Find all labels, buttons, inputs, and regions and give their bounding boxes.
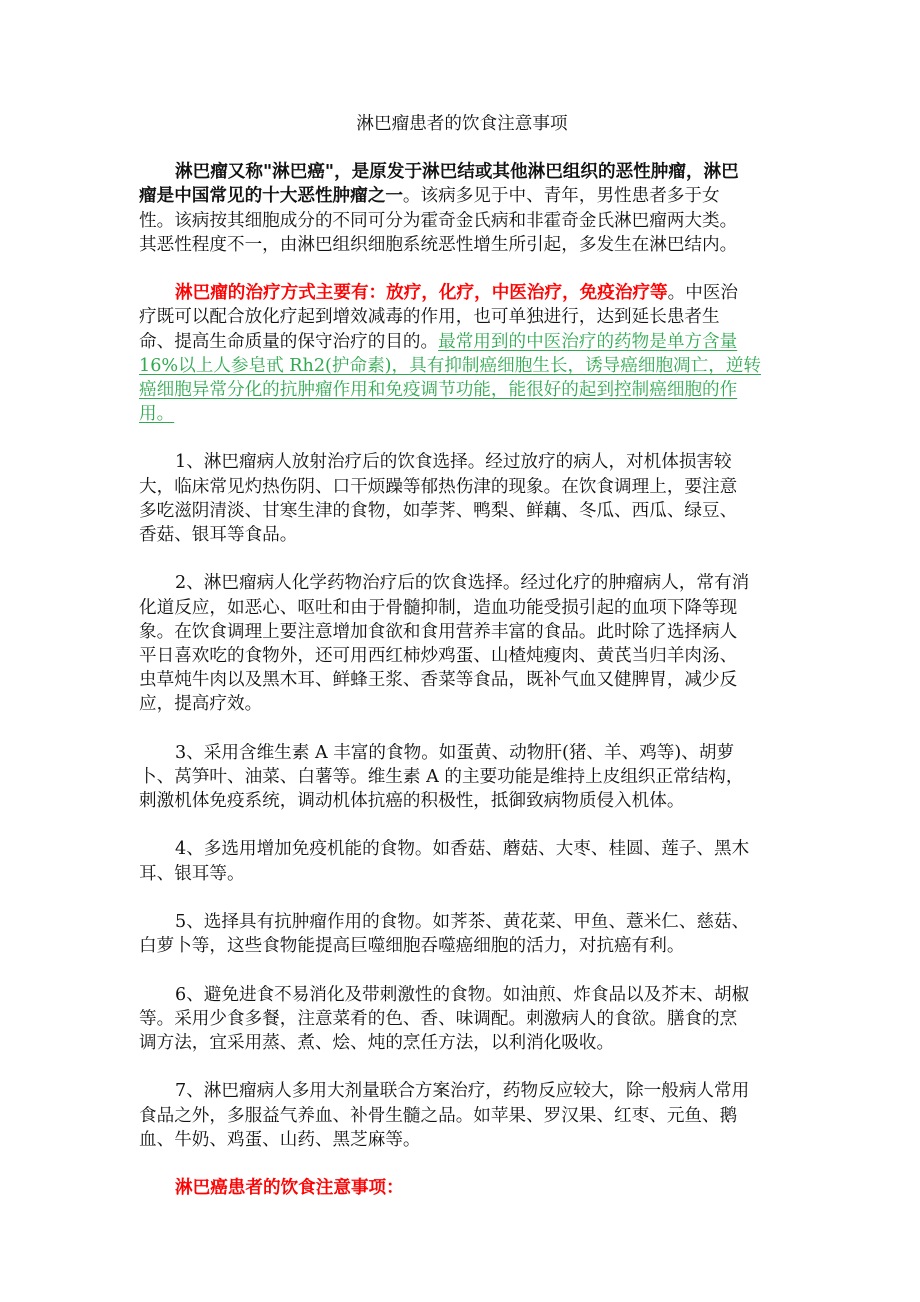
text-segment: 性。该病按其细胞成分的不同可分为霍奇金氏病和非霍奇金氏淋巴瘤两大类。	[139, 210, 738, 231]
text-line	[139, 160, 785, 184]
highlighted-link-text[interactable]: 用。	[139, 404, 175, 425]
text-line	[139, 862, 785, 886]
text-segment: 多吃滋阴清淡、甘寒生津的食物，如荸荠、鸭梨、鲜藕、冬瓜、西瓜、绿豆、	[139, 500, 738, 521]
text-segment: 2、淋巴瘤病人化学药物治疗后的饮食选择。经过化疗的肿瘤病人，常有消	[175, 573, 750, 594]
red-emphasis-text: 淋巴瘤的治疗方式主要有：放疗，化疗，中医治疗，免疫治疗等	[175, 282, 668, 304]
text-line	[139, 450, 785, 474]
text-line	[139, 305, 785, 329]
text-segment: 血、牛奶、鸡蛋、山药、黑芝麻等。	[139, 1129, 421, 1150]
text-segment: 1、淋巴瘤病人放射治疗后的饮食选择。经过放疗的病人，对机体损害较	[175, 452, 732, 473]
text-line	[139, 1104, 785, 1128]
text-segment: 4、多选用增加免疫机能的食物。如香菇、蘑菇、大枣、桂圆、莲子、黑木	[175, 839, 750, 860]
item-1-paragraph	[139, 450, 785, 547]
text-segment: 食品之外，多服益气养血、补骨生髓之品。如苹果、罗汉果、红枣、元鱼、鹅	[139, 1105, 738, 1126]
text-line	[139, 475, 785, 499]
highlighted-link-text[interactable]: 癌细胞异常分化的抗肿瘤作用和免疫调节功能，能很好的起到控制癌细胞的作	[139, 379, 738, 400]
text-line	[139, 596, 785, 620]
text-segment: 卜、莴笋叶、油菜、白薯等。维生素 A 的主要功能是维持上皮组织正常结构，	[139, 766, 744, 787]
highlighted-link-text[interactable]: 16%以上人参皂甙 Rh2(护命素)，具有抑制癌细胞生长，诱导癌细胞凋亡，逆转	[139, 355, 762, 376]
text-line	[139, 209, 785, 233]
text-line	[139, 1031, 785, 1055]
text-segment: 刺激机体免疫系统，调动机体抗癌的积极性，抵御致病物质侵入机体。	[139, 791, 685, 812]
item-5-paragraph	[139, 910, 785, 958]
text-line	[139, 281, 785, 305]
text-segment: 化道反应，如恶心、呕吐和由于骨髓抑制，造血功能受损引起的血项下降等现	[139, 597, 738, 618]
item-7-paragraph	[139, 1079, 785, 1152]
text-line	[139, 789, 785, 813]
text-segment: 虫草炖牛肉以及黑木耳、鲜蜂王浆、香菜等食品，既补气血又健脾胃，减少反	[139, 670, 738, 691]
text-segment: 5、选择具有抗肿瘤作用的食物。如荠茶、黄花菜、甲鱼、薏米仁、慈菇、	[175, 912, 750, 933]
red-emphasis-text: 淋巴癌患者的饮食注意事项：	[175, 1177, 404, 1199]
bold-text: 瘤是中国常见的十大恶性肿瘤之一	[139, 185, 403, 207]
document-title: 淋巴瘤患者的饮食注意事项	[356, 114, 568, 134]
item-2-paragraph	[139, 571, 785, 716]
item-6-paragraph	[139, 983, 785, 1056]
text-segment: 。该病多见于中、青年，男性患者多于女	[402, 186, 720, 207]
text-line	[139, 402, 785, 426]
text-line	[139, 1176, 785, 1200]
text-segment: 应，提高疗效。	[139, 694, 263, 715]
text-line	[139, 523, 785, 547]
text-line	[139, 983, 785, 1007]
text-line	[139, 378, 785, 402]
text-segment: 大，临床常见灼热伤阴、口干烦躁等郁热伤津的现象。在饮食调理上，要注意	[139, 476, 738, 497]
text-line	[139, 354, 785, 378]
text-line	[139, 620, 785, 644]
text-segment: 7、淋巴瘤病人多用大剂量联合方案治疗，药物反应较大，除一般病人常用	[175, 1081, 750, 1102]
document-page	[139, 112, 785, 1224]
text-line	[139, 837, 785, 861]
intro-paragraph	[139, 160, 785, 257]
text-segment: 象。在饮食调理上要注意增加食欲和食用营养丰富的食品。此时除了选择病人	[139, 621, 738, 642]
text-line	[139, 644, 785, 668]
text-segment: 耳、银耳等。	[139, 863, 245, 884]
text-segment: 其恶性程度不一，由淋巴组织细胞系统恶性增生所引起，多发生在淋巴结内。	[139, 234, 738, 255]
text-line	[139, 1128, 785, 1152]
text-segment: 平日喜欢吃的食物外，还可用西红柿炒鸡蛋、山楂炖瘦肉、黄芪当归羊肉汤、	[139, 645, 738, 666]
text-segment: 调方法，宜采用蒸、煮、烩、炖的烹任方法，以利消化吸收。	[139, 1032, 615, 1053]
text-segment: 6、避免进食不易消化及带刺激性的食物。如油煎、炸食品以及芥末、胡椒	[175, 984, 750, 1005]
text-line	[139, 668, 785, 692]
item-4-paragraph	[139, 837, 785, 885]
text-line	[139, 934, 785, 958]
text-segment: 命、提高生命质量的保守治疗的目的。	[139, 331, 439, 352]
text-line	[139, 184, 785, 208]
text-segment: 。中医治	[667, 283, 739, 304]
item-3-paragraph	[139, 741, 785, 814]
text-line	[139, 330, 785, 354]
text-segment: 3、采用含维生素 A 丰富的食物。如蛋黄、动物肝(猪、羊、鸡等)、胡萝	[175, 742, 735, 763]
bold-text: 淋巴瘤又称"淋巴癌"，是原发于淋巴结或其他淋巴组织的恶性肿瘤，淋巴	[175, 161, 739, 183]
treatment-paragraph	[139, 281, 785, 426]
text-line	[139, 1079, 785, 1103]
text-line	[139, 765, 785, 789]
text-line	[139, 741, 785, 765]
text-line	[139, 571, 785, 595]
text-line	[139, 1007, 785, 1031]
text-segment: 香菇、银耳等食品。	[139, 525, 298, 546]
text-line	[139, 499, 785, 523]
text-line	[139, 692, 785, 716]
text-segment: 疗既可以配合放化疗起到增效减毒的作用，也可单独进行，达到延长患者生	[139, 307, 720, 328]
notes-heading	[139, 1176, 785, 1200]
highlighted-link-text[interactable]: 最常用到的中医治疗的药物是单方含量	[438, 331, 738, 352]
text-line	[139, 910, 785, 934]
text-segment: 等。采用少食多餐，注意菜肴的色、香、味调配。刺激病人的食欲。膳食的烹	[139, 1008, 738, 1029]
text-segment: 白萝卜等，这些食物能提高巨噬细胞吞噬癌细胞的活力，对抗癌有利。	[139, 936, 685, 957]
document-body	[139, 160, 785, 1200]
text-line	[139, 233, 785, 257]
